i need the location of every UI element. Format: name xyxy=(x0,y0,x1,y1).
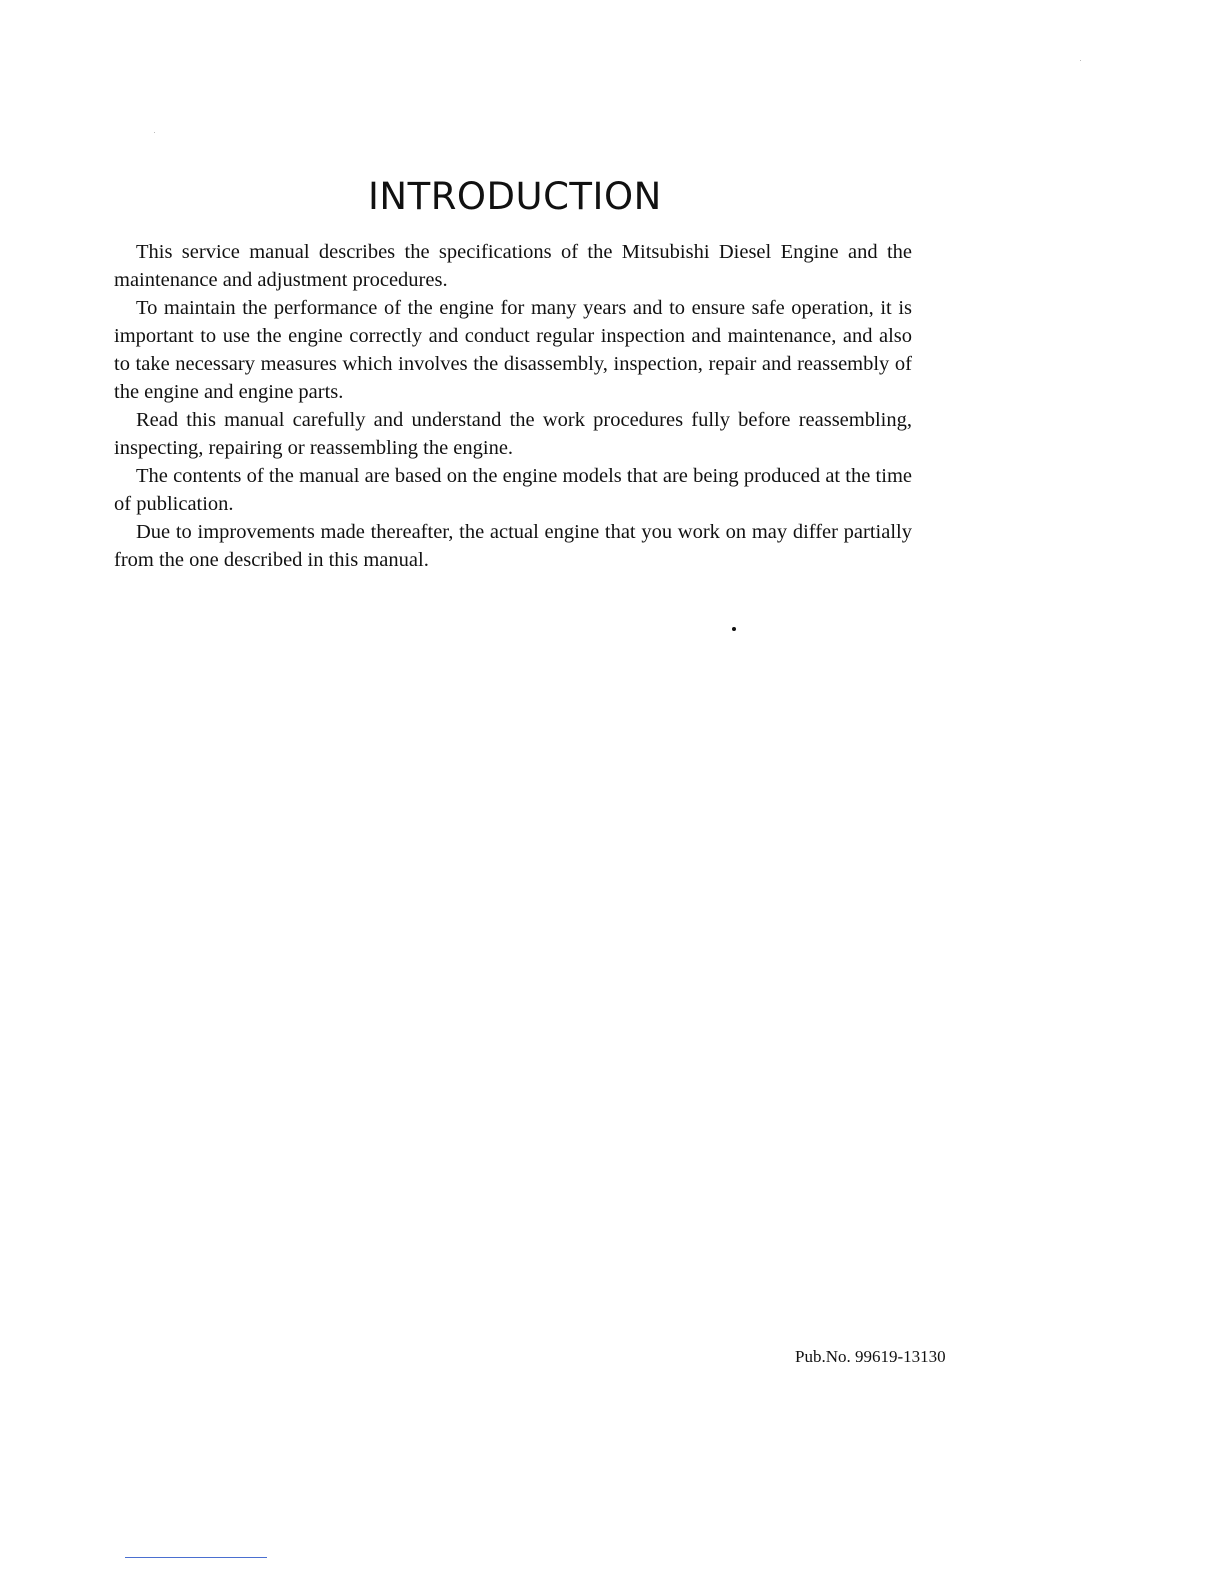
bottom-rule-line xyxy=(125,1557,267,1558)
paragraph-2: To maintain the performance of the engine for many years and to ensure safe operation, it is important to use the engine correctly and conduct regular inspection and maintenance, and also to take necessary measures which involves the disassembly, inspection, repair and reassembly of the engine and engine parts. xyxy=(114,297,912,403)
scan-speck xyxy=(154,132,155,133)
paragraph-5: Due to improvements made thereafter, the actual engine that you work on may differ partially from the one described in this manual. xyxy=(114,521,912,571)
paragraph-1: This service manual describes the specifications of the Mitsubishi Diesel Engine and the maintenance and adjustment procedures. xyxy=(114,241,912,291)
page-title: INTRODUCTION xyxy=(368,174,662,218)
stray-dot-mark xyxy=(732,627,736,631)
publication-number: Pub.No. 99619-13130 xyxy=(795,1347,946,1366)
introduction-body xyxy=(114,238,912,574)
scan-speck xyxy=(1080,60,1081,61)
paragraph-3: Read this manual carefully and understand the work procedures fully before reassembling, inspecting, repairing or reassembling the engine. xyxy=(114,409,912,459)
paragraph-4: The contents of the manual are based on the engine models that are being produced at the time of publication. xyxy=(114,465,912,515)
